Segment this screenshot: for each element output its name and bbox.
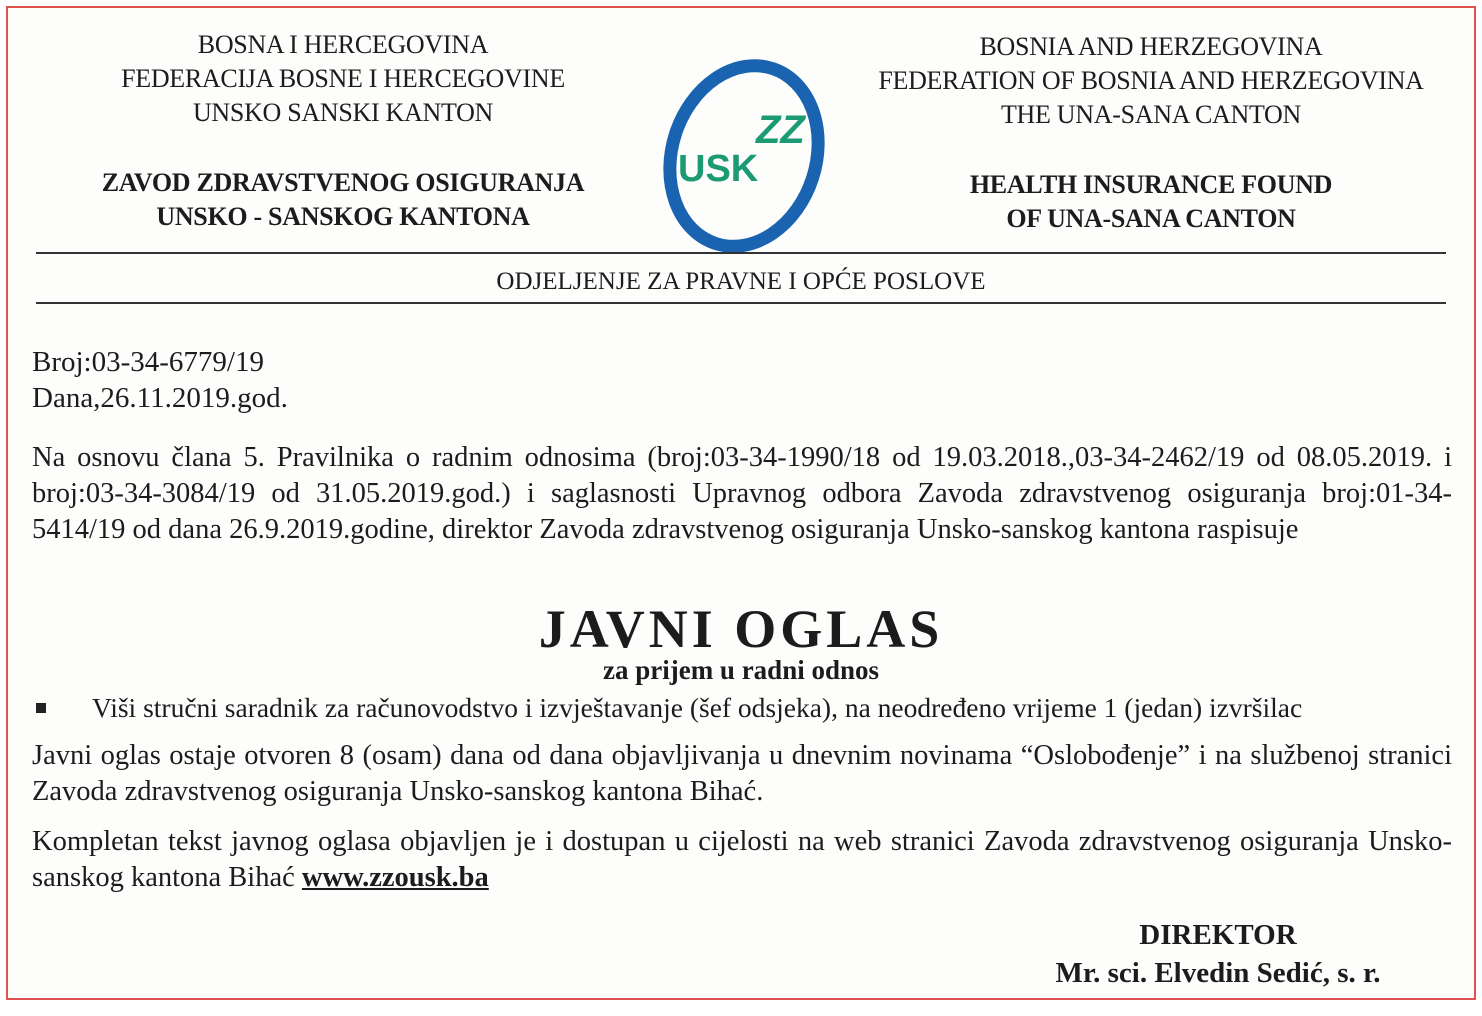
logo-bottom-text: USK [678, 148, 759, 190]
intro-paragraph: Na osnovu člana 5. Pravilnika o radnim odnosima (broj:03-34-1990/18 od 19.03.2018.,03-34-2462/19 od 08.05.2019. i broj:03-34-3084/19 od 31.05.2019.god.) i saglasnosti Upravnog odbora Zavoda zdravstvenog osiguranja broj:01-34-5414/19 od dana 26.9.2019.godine, direktor Zavoda zdravstvenog osiguranja Unsko-sanskog kantona raspisuje [32, 442, 1452, 545]
signature-name: Mr. sci. Elvedin Sedić, s. r. [1055, 957, 1381, 989]
header-right [846, 30, 1456, 236]
open-period-paragraph: Javni oglas ostaje otvoren 8 (osam) dana od dana objavljivanja u dnevnim novinama “Oslobođenje” i na službenoj stranici Zavoda zdravstvenog osiguranja Unsko-sanskog kantona Bihać. [32, 740, 1452, 807]
website-link[interactable]: www.zzousk.ba [301, 862, 489, 893]
bullet-square-icon [36, 703, 46, 713]
header-right-federation: FEDERATION OF BOSNIA AND HERZEGOVINA [878, 66, 1424, 95]
header-left-org-line1: ZAVOD ZDRAVSTVENOG OSIGURANJA [101, 168, 585, 197]
reference-number: Broj:03-34-6779/19 [32, 346, 264, 378]
header-left [48, 28, 638, 234]
notice-subtitle: za prijem u radni odnos [602, 655, 880, 685]
header-right-org-line2: OF UNA-SANA CANTON [1006, 204, 1296, 233]
header-divider-bottom [36, 302, 1446, 304]
zzousk-logo [644, 48, 844, 258]
header-divider-top [36, 252, 1446, 254]
signature-block [1018, 916, 1418, 992]
header-left-federation: FEDERACIJA BOSNE I HERCEGOVINE [121, 64, 565, 93]
position-text: Viši stručni saradnik za računovodstvo i izvještavanje (šef odsjeka), na neodređeno vrijeme 1 (jedan) izvršilac [92, 692, 1303, 723]
full-text-body: Kompletan tekst javnog oglasa objavljen je i dostupan u cijelosti na web stranici Zavoda zdravstvenog osiguranja Unsko-sanskog kantona Bihać [32, 826, 1452, 893]
full-text-paragraph [32, 824, 1452, 896]
department-title: ODJELJENJE ZA PRAVNE I OPĆE POSLOVE [496, 268, 986, 295]
header-left-org-line2: UNSKO - SANSKOG KANTONA [156, 202, 530, 231]
header-right-org-line1: HEALTH INSURANCE FOUND [969, 170, 1333, 199]
reference-date: Dana,26.11.2019.god. [32, 382, 288, 414]
header-right-canton: THE UNA-SANA CANTON [1000, 100, 1302, 129]
position-list-item [36, 690, 1302, 726]
header-left-canton: UNSKO SANSKI KANTON [192, 98, 494, 127]
logo-top-text: ZZ [756, 108, 805, 152]
signature-role: DIREKTOR [1139, 919, 1297, 951]
reference-block [32, 344, 288, 416]
header-left-country: BOSNA I HERCEGOVINA [197, 30, 489, 59]
header-right-country: BOSNIA AND HERZEGOVINA [979, 32, 1323, 61]
notice-page [6, 6, 1476, 1000]
notice-title: JAVNI OGLAS [538, 599, 944, 659]
